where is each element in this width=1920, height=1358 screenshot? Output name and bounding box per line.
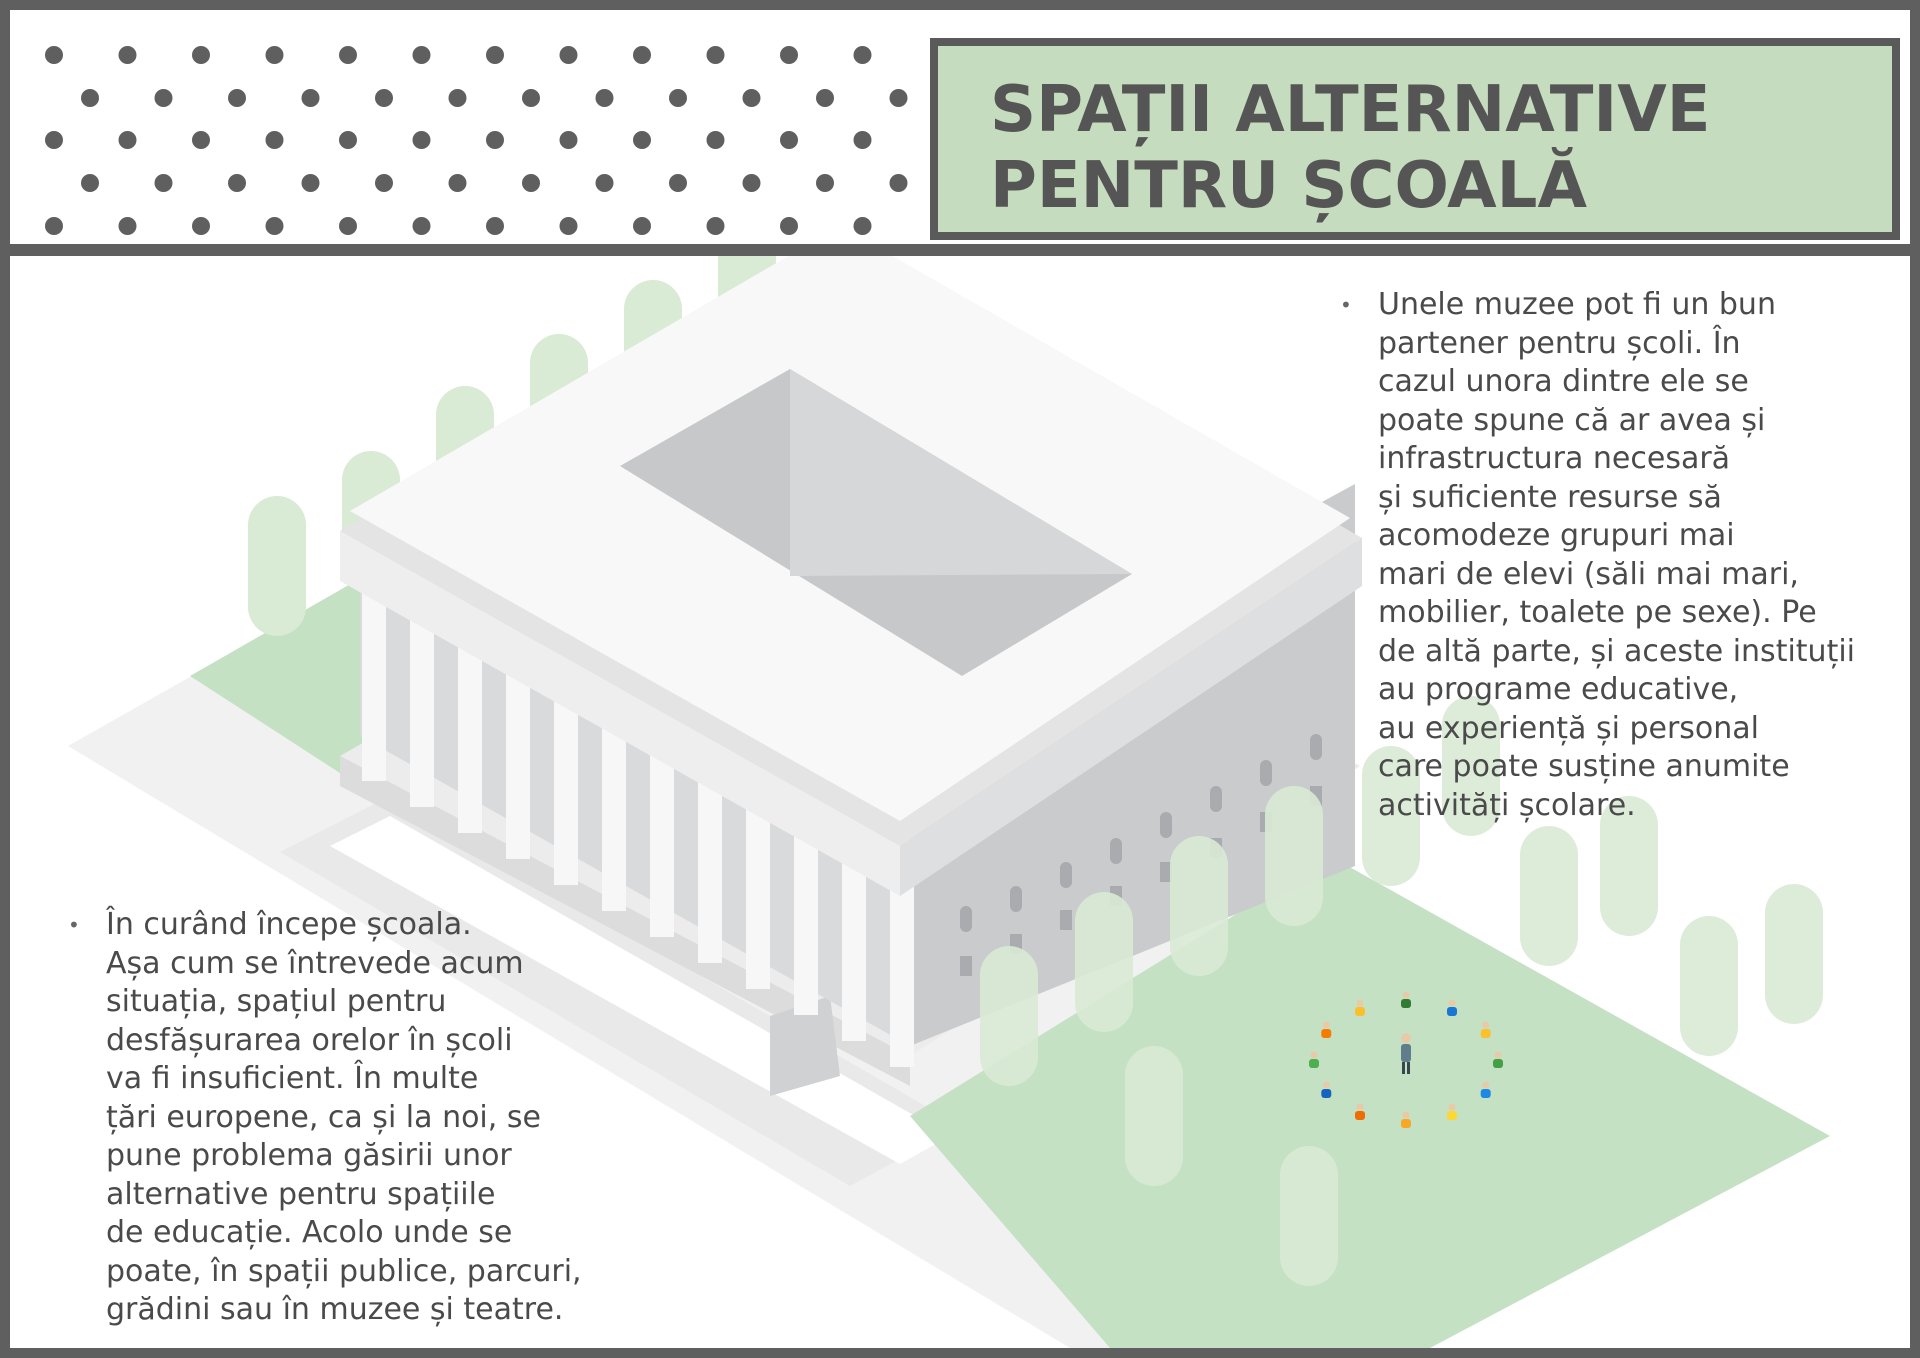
tree-icon (1680, 916, 1738, 1056)
pattern-dot (560, 46, 578, 64)
bullet: • (1340, 293, 1352, 317)
pattern-dot (413, 217, 431, 235)
pattern-dot (486, 46, 504, 64)
tree-icon (1765, 884, 1823, 1024)
pattern-dot (192, 46, 210, 64)
paragraph-line: grădini sau în muzee și teatre. (106, 1292, 564, 1327)
school-start-paragraph (68, 906, 646, 1330)
pattern-dot (780, 46, 798, 64)
pattern-dot (302, 89, 320, 107)
paragraph-line: acomodeze grupuri mai (1378, 518, 1735, 553)
paragraph-line: va fi insuficient. În multe (106, 1061, 479, 1096)
paragraph-line: cazul unora dintre ele se (1378, 364, 1749, 399)
pattern-dot (228, 174, 246, 192)
header-bar (0, 0, 1920, 256)
pattern-dot (413, 46, 431, 64)
pattern-dot (522, 174, 540, 192)
pattern-dot (816, 174, 834, 192)
pattern-dot (266, 217, 284, 235)
tree-icon (1075, 892, 1133, 1032)
title-line-1: SPAȚII ALTERNATIVE (990, 73, 1711, 147)
pattern-dot (81, 174, 99, 192)
pattern-dot (743, 89, 761, 107)
pattern-dot (707, 46, 725, 64)
paragraph-line: desfășurarea orelor în școli (106, 1022, 513, 1058)
tree-icon (1125, 1046, 1183, 1186)
pattern-dot (596, 174, 614, 192)
tree-icon (1280, 1146, 1338, 1286)
paragraph-line: de altă parte, și aceste instituții (1378, 633, 1855, 669)
pattern-dot (192, 131, 210, 149)
pattern-dot (890, 89, 908, 107)
paragraph-line: țări europene, ca și la noi, se (106, 1099, 541, 1135)
paragraph-line: poate, în spații publice, parcuri, (106, 1253, 582, 1289)
pattern-dot (890, 174, 908, 192)
pattern-dot (413, 131, 431, 149)
paragraph-line: mobilier, toalete pe sexe). Pe (1378, 595, 1817, 630)
pattern-dot (854, 46, 872, 64)
pattern-dot (192, 217, 210, 235)
museum-partner-paragraph (1340, 286, 1898, 825)
paragraph-line: activități școlare. (1378, 787, 1636, 823)
pattern-dot (45, 217, 63, 235)
pattern-dot (45, 131, 63, 149)
pattern-dot (119, 46, 137, 64)
pattern-dot (780, 131, 798, 149)
tree-icon (1265, 786, 1323, 926)
pattern-dot (854, 217, 872, 235)
paragraph-line: Unele muzee pot fi un bun (1378, 287, 1776, 322)
paragraph-line: care poate susține anumite (1378, 749, 1790, 784)
paragraph-line: poate spune că ar avea și (1378, 402, 1766, 438)
title-box (930, 38, 1900, 240)
pattern-dot (707, 131, 725, 149)
pattern-dot (560, 131, 578, 149)
pattern-dot (339, 46, 357, 64)
pattern-dot (449, 89, 467, 107)
pattern-dot (633, 217, 651, 235)
pattern-dot (375, 174, 393, 192)
pattern-dot (449, 174, 467, 192)
pattern-dot (155, 89, 173, 107)
pattern-dot (669, 89, 687, 107)
pattern-dot (119, 131, 137, 149)
pattern-dot (707, 217, 725, 235)
pattern-dot (854, 131, 872, 149)
title-line-2: PENTRU ȘCOALĂ (990, 149, 1587, 223)
paragraph-line: infrastructura necesară (1378, 441, 1731, 476)
pattern-dot (266, 46, 284, 64)
pattern-dot (266, 131, 284, 149)
paragraph-line: În curând începe școala. (106, 907, 472, 942)
paragraph-line: au programe educative, (1378, 672, 1739, 707)
dot-pattern (20, 20, 930, 254)
tree-icon (980, 946, 1038, 1086)
pattern-dot (780, 217, 798, 235)
pattern-dot (522, 89, 540, 107)
pattern-dot (816, 89, 834, 107)
pattern-dot (228, 89, 246, 107)
paragraph-line: și suficiente resurse să (1378, 479, 1722, 515)
tree-icon (248, 496, 306, 636)
pattern-dot (596, 89, 614, 107)
paragraph-line: pune problema găsirii unor (106, 1138, 512, 1173)
paragraph-line: au experiență și personal (1378, 710, 1759, 746)
pattern-dot (633, 46, 651, 64)
pattern-dot (486, 217, 504, 235)
pattern-dot (486, 131, 504, 149)
pattern-dot (339, 217, 357, 235)
tree-icon (1170, 836, 1228, 976)
paragraph-line: mari de elevi (săli mai mari, (1378, 556, 1799, 592)
page-title (990, 72, 1710, 224)
pattern-dot (155, 174, 173, 192)
paragraph-line: partener pentru școli. În (1378, 325, 1741, 361)
pattern-dot (375, 89, 393, 107)
pattern-dot (669, 174, 687, 192)
paragraph-line: Așa cum se întrevede acum (106, 945, 524, 981)
tree-icon (1520, 826, 1578, 966)
pattern-dot (633, 131, 651, 149)
pattern-dot (119, 217, 137, 235)
pattern-dot (743, 174, 761, 192)
paragraph-line: situația, spațiul pentru (106, 984, 447, 1019)
pattern-dot (45, 46, 63, 64)
paragraph-line: de educație. Acolo unde se (106, 1215, 513, 1250)
pattern-dot (302, 174, 320, 192)
pattern-dot (560, 217, 578, 235)
paragraph-line: alternative pentru spațiile (106, 1176, 496, 1212)
pattern-dot (339, 131, 357, 149)
pattern-dot (81, 89, 99, 107)
bullet: • (68, 913, 80, 937)
